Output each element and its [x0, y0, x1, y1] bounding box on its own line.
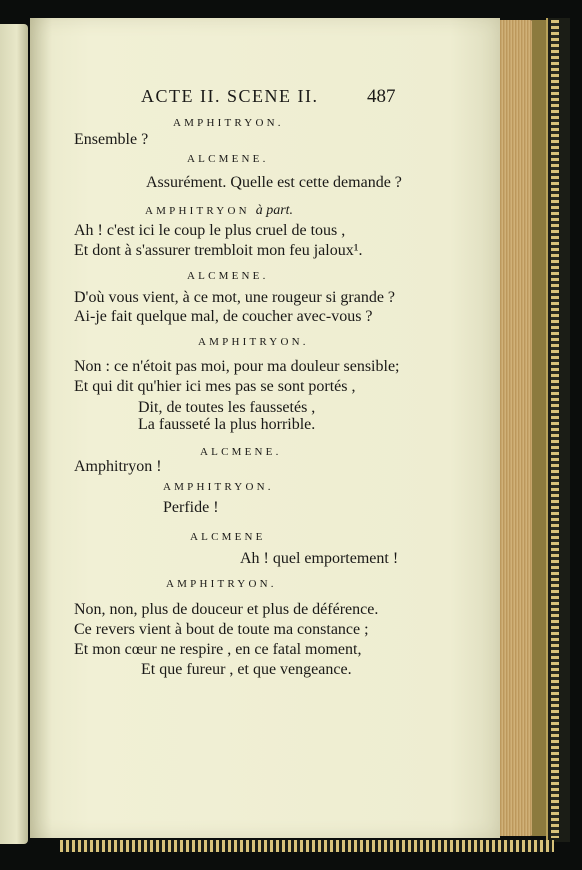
- verse-line: Ai-je fait quelque mal, de coucher avec-vous ?: [74, 308, 373, 325]
- binding-bottom-tooling: [60, 840, 554, 852]
- gilt-edge: [532, 20, 546, 836]
- verse-line: Ah ! c'est ici le coup le plus cruel de tous ,: [74, 222, 346, 239]
- speaker-name: [145, 203, 293, 219]
- verse-line: Amphitryon !: [74, 458, 162, 475]
- page-number: 487: [367, 86, 396, 107]
- speaker-name: AMPHITRYON.: [198, 336, 309, 348]
- speaker-name: ALCMENE.: [187, 153, 269, 165]
- verse-line: Et mon cœur ne respire , en ce fatal moment,: [74, 641, 362, 658]
- speaker-name: ALCMENE.: [200, 446, 282, 458]
- speaker-name: ALCMENE.: [187, 270, 269, 282]
- speaker-name: AMPHITRYON.: [166, 578, 277, 590]
- speaker-name: AMPHITRYON.: [163, 481, 274, 493]
- verse-line: Assurément. Quelle est cette demande ?: [146, 174, 402, 191]
- verse-line: Ah ! quel emportement !: [240, 550, 399, 567]
- verse-line: Non : ce n'étoit pas moi, pour ma douleur sensible;: [74, 358, 400, 375]
- verse-line: Non, non, plus de douceur et plus de déférence.: [74, 601, 379, 618]
- speaker-name: ALCMENE: [190, 531, 266, 543]
- verse-line: Ensemble ?: [74, 131, 149, 148]
- running-header: ACTE II. SCENE II.: [141, 86, 319, 106]
- verse-line: La fausseté la plus horrible.: [138, 416, 316, 433]
- verse-line: D'où vous vient, à ce mot, une rougeur si grande ?: [74, 289, 396, 306]
- verse-line: Et que fureur , et que vengeance.: [141, 661, 352, 678]
- facing-page-edge: [0, 24, 28, 844]
- speaker-name: AMPHITRYON.: [173, 117, 284, 129]
- speaker-label: AMPHITRYON: [145, 205, 250, 217]
- background-top: [44, 0, 544, 18]
- verse-line: Perfide !: [163, 499, 219, 516]
- stage-direction: à part.: [255, 203, 294, 218]
- page-block-edge: [494, 20, 536, 836]
- verse-line: Dit, de toutes les faussetés ,: [138, 399, 316, 416]
- verse-line: Et qui dit qu'hier ici mes pas se sont portés ,: [74, 378, 356, 395]
- verse-line: Et dont à s'assurer trembloit mon feu jaloux¹.: [74, 242, 363, 259]
- binding-tooling: [551, 20, 559, 838]
- verse-line: Ce revers vient à bout de toute ma constance ;: [74, 621, 369, 638]
